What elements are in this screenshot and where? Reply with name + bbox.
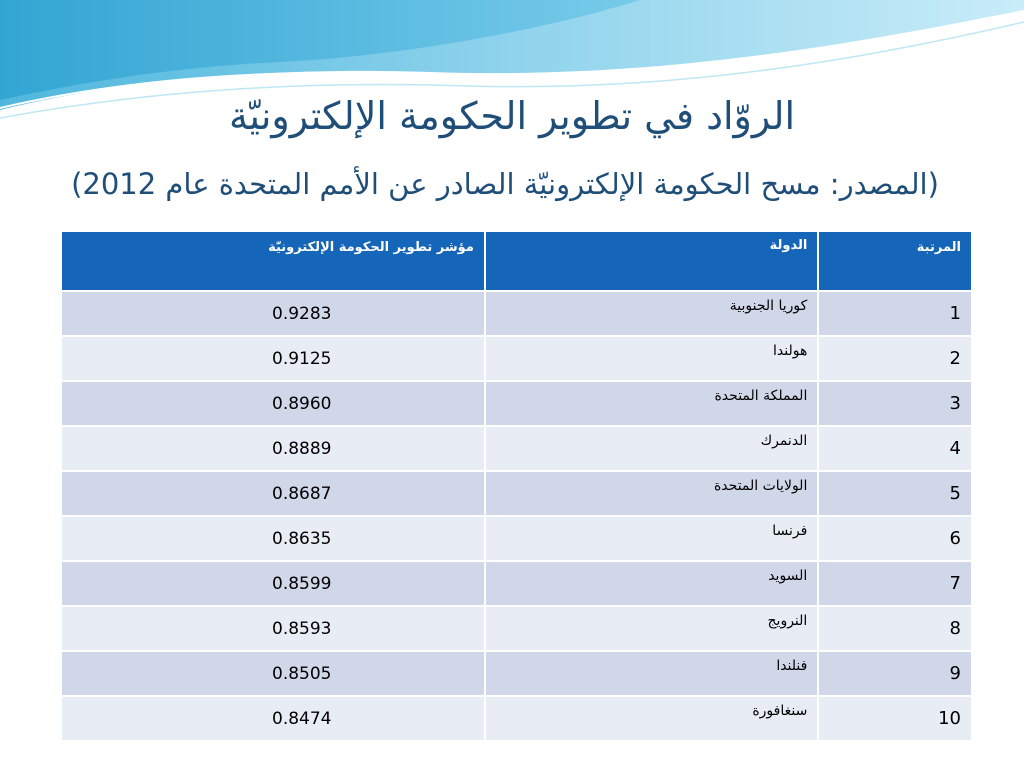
index-cell: 0.8687	[61, 471, 485, 516]
egov-ranking-table	[60, 230, 973, 742]
rank-cell: 5	[818, 471, 972, 516]
country-cell: الدنمرك	[485, 426, 818, 471]
country-cell: النرويج	[485, 606, 818, 651]
index-cell: 0.8599	[61, 561, 485, 606]
table-row	[61, 606, 972, 651]
country-cell: فرنسا	[485, 516, 818, 561]
country-cell: هولندا	[485, 336, 818, 381]
table-row	[61, 561, 972, 606]
rank-cell: 10	[818, 696, 972, 741]
rank-cell: 1	[818, 291, 972, 336]
index-cell: 0.8593	[61, 606, 485, 651]
country-cell: سنغافورة	[485, 696, 818, 741]
rank-cell: 7	[818, 561, 972, 606]
table-row	[61, 696, 972, 741]
rank-cell: 3	[818, 381, 972, 426]
slide-title: الروّاد في تطوير الحكومة الإلكترونيّة	[228, 94, 795, 138]
table-row	[61, 381, 972, 426]
country-cell: المملكة المتحدة	[485, 381, 818, 426]
index-cell: 0.8960	[61, 381, 485, 426]
rank-cell: 6	[818, 516, 972, 561]
country-cell: الولايات المتحدة	[485, 471, 818, 516]
rank-cell: 4	[818, 426, 972, 471]
index-cell: 0.9125	[61, 336, 485, 381]
header-rank: المرتبة	[818, 231, 972, 291]
table-header-row	[61, 231, 972, 291]
index-cell: 0.8505	[61, 651, 485, 696]
index-cell: 0.9283	[61, 291, 485, 336]
rank-cell: 2	[818, 336, 972, 381]
table-row	[61, 336, 972, 381]
country-cell: فنلندا	[485, 651, 818, 696]
index-cell: 0.8474	[61, 696, 485, 741]
country-cell: كوريا الجنوبية	[485, 291, 818, 336]
header-country: الدولة	[485, 231, 818, 291]
table-row	[61, 651, 972, 696]
table-row	[61, 471, 972, 516]
index-cell: 0.8635	[61, 516, 485, 561]
rank-cell: 9	[818, 651, 972, 696]
rank-cell: 8	[818, 606, 972, 651]
table-row	[61, 426, 972, 471]
slide-subtitle: (المصدر: مسح الحكومة الإلكترونيّة الصادر عن الأمم المتحدة عام 2012)	[71, 167, 939, 201]
index-cell: 0.8889	[61, 426, 485, 471]
country-cell: السويد	[485, 561, 818, 606]
table-row	[61, 291, 972, 336]
header-index: مؤشر تطوير الحكومة الإلكترونيّة	[61, 231, 485, 291]
table-row	[61, 516, 972, 561]
